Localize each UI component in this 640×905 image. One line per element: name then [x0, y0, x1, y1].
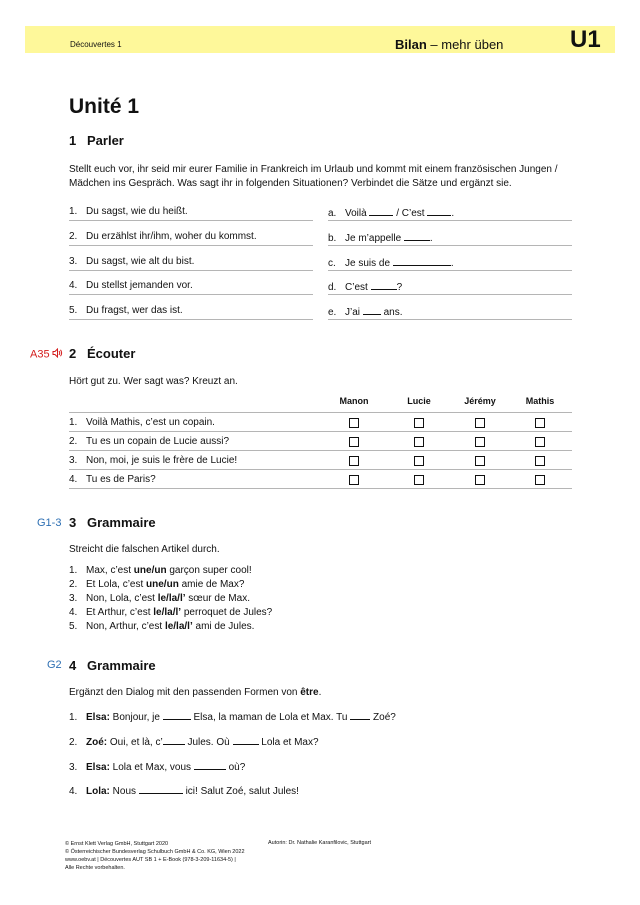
row-text: / C’est: [393, 208, 428, 219]
list-item: [69, 620, 272, 634]
row-letter: e.: [328, 307, 337, 318]
row-number: 3.: [69, 455, 78, 466]
section-3-heading: [69, 515, 156, 530]
item-number: 1.: [69, 565, 78, 576]
row-text: Du erzählst ihr/ihm, woher du kommst.: [86, 231, 257, 242]
footer-copyright: [65, 840, 245, 872]
column-header: Jérémy: [464, 396, 496, 406]
page-title: Unité 1: [69, 95, 140, 118]
speaker-name: Elsa:: [86, 762, 110, 773]
blank-line[interactable]: [404, 231, 430, 241]
speaker-icon[interactable]: [52, 348, 63, 361]
item-text: Non, Lola, c’est: [86, 593, 158, 604]
item-number: 5.: [69, 621, 78, 632]
checkbox-lucie[interactable]: [414, 418, 424, 428]
item-text: Non, Arthur, c’est: [86, 621, 165, 632]
row-number: 2.: [69, 436, 78, 447]
s1-right-row: [328, 256, 572, 271]
row-letter: c.: [328, 258, 336, 269]
checkbox-lucie[interactable]: [414, 456, 424, 466]
line-text: où?: [225, 762, 246, 773]
row-text: Tu es de Paris?: [86, 474, 156, 485]
header-title-bold: Bilan: [395, 37, 427, 52]
row-number: 2.: [69, 231, 78, 242]
grammar-reference: G1-3: [37, 517, 62, 529]
line-text: Lola et Max, vous: [109, 762, 194, 773]
line-text: Bonjour, je: [109, 712, 163, 723]
checkbox-jeremy[interactable]: [475, 418, 485, 428]
line-text: Lola et Max?: [258, 737, 319, 748]
row-text: Voilà: [345, 208, 370, 219]
section-3-title: Grammaire: [87, 515, 156, 530]
s1-right-row: [328, 305, 572, 320]
blank-line[interactable]: [369, 206, 393, 216]
line-text: ici! Salut Zoé, salut Jules!: [182, 786, 299, 797]
line-number: 1.: [69, 712, 78, 723]
item-text: garçon super cool!: [166, 565, 252, 576]
footer-author: Autorin: Dr. Nathalie Karanfilovic, Stuttgart: [268, 840, 372, 846]
s1-right-row: [328, 206, 572, 221]
item-text: Et Arthur, c’est: [86, 607, 154, 618]
audio-reference: [30, 348, 63, 361]
column-header: Lucie: [407, 396, 431, 406]
checkbox-mathis[interactable]: [535, 437, 545, 447]
footer-line: © Österreichischer Bundesverlag Schulbuch GmbH & Co. KG, Wien 2022: [65, 849, 245, 855]
blank-line[interactable]: [393, 256, 451, 266]
line-number: 2.: [69, 737, 78, 748]
dialog-line: [69, 784, 299, 797]
s1-right-row: [328, 280, 572, 295]
row-letter: a.: [328, 208, 337, 219]
dialog-line: [69, 710, 396, 723]
section-3-number: 3: [69, 515, 77, 530]
row-text: Du sagst, wie alt du bist.: [86, 256, 195, 267]
section-4-number: 4: [69, 658, 77, 673]
dialog-line: [69, 735, 319, 748]
section-1-instruction: Stellt euch vor, ihr seid mir eurer Familie in Frankreich im Urlaub und kommt mit einem französischen Jungen / Mädchen ins Gespräch. Was sagt ihr in folgenden Situationen? Verbindet die Sätze und ergänzt sie.: [69, 164, 558, 189]
checkbox-manon[interactable]: [349, 475, 359, 485]
item-text: sœur de Max.: [185, 593, 250, 604]
row-number: 3.: [69, 256, 78, 267]
checkbox-lucie[interactable]: [414, 475, 424, 485]
row-text: .: [451, 208, 455, 219]
section-3-instruction: Streicht die falschen Artikel durch.: [69, 544, 220, 555]
section-2-instruction: Hört gut zu. Wer sagt was? Kreuzt an.: [69, 376, 238, 387]
checkbox-mathis[interactable]: [535, 475, 545, 485]
row-number: 4.: [69, 474, 78, 485]
section-1-heading: [69, 133, 124, 148]
article-choice[interactable]: le/la/l’: [164, 621, 193, 632]
speaker-name: Zoé:: [86, 737, 108, 748]
s1-left-row: [69, 280, 313, 295]
row-letter: d.: [328, 282, 337, 293]
section-2-number: 2: [69, 346, 77, 361]
list-item: [69, 564, 272, 578]
row-label: [69, 417, 215, 428]
list-item: [69, 606, 272, 620]
instruction-text: .: [318, 687, 322, 698]
row-text: Tu es un copain de Lucie aussi?: [86, 436, 230, 447]
footer-line: www.oebv.at | Découvertes AUT SB 1 + E-Book (978-3-209-11634-5) |: [65, 857, 236, 863]
item-number: 4.: [69, 607, 78, 618]
row-number: 1.: [69, 417, 78, 428]
table-row: [69, 469, 572, 489]
section-1-title: Parler: [87, 133, 124, 148]
blank-line[interactable]: [139, 784, 183, 794]
line-text: Zoé?: [370, 712, 396, 723]
dialog-line: [69, 760, 245, 773]
list-item: [69, 592, 272, 606]
list-item: [69, 578, 272, 592]
article-choice[interactable]: une/un: [133, 565, 167, 576]
row-number: 1.: [69, 206, 78, 217]
blank-line[interactable]: [233, 735, 259, 745]
item-text: Max, c’est: [86, 565, 134, 576]
s1-left-row: [69, 256, 313, 271]
section-4-instruction: [69, 686, 589, 700]
instruction-keyword: être: [300, 687, 319, 698]
row-text: ?: [396, 282, 403, 293]
article-choice[interactable]: le/la/l’: [153, 607, 182, 618]
grammar-reference: G2: [47, 659, 62, 671]
blank-line[interactable]: [350, 710, 370, 720]
header-title: [395, 37, 503, 52]
line-text: Jules. Où: [184, 737, 233, 748]
item-text: ami de Jules.: [192, 621, 255, 632]
checkbox-jeremy[interactable]: [475, 437, 485, 447]
article-choice[interactable]: une/un: [146, 579, 179, 590]
row-number: 4.: [69, 280, 78, 291]
row-text: Je suis de: [345, 258, 393, 269]
item-number: 2.: [69, 579, 78, 590]
line-text: Oui, et là, c’: [107, 737, 163, 748]
table-row: [69, 431, 572, 450]
row-text: Du sagst, wie du heißt.: [86, 206, 188, 217]
row-text: Non, moi, je suis le frère de Lucie!: [86, 455, 238, 466]
s1-left-row: [69, 305, 313, 320]
row-text: .: [450, 258, 454, 269]
blank-line[interactable]: [194, 760, 226, 770]
blank-line[interactable]: [427, 206, 451, 216]
item-text: Et Lola, c’est: [86, 579, 147, 590]
blank-line[interactable]: [163, 710, 191, 720]
unit-badge: U1: [570, 26, 601, 53]
row-text: .: [429, 233, 433, 244]
section-2-heading: [69, 346, 135, 361]
item-text: perroquet de Jules?: [181, 607, 273, 618]
row-text: Du fragst, wer das ist.: [86, 305, 183, 316]
column-header: Mathis: [525, 396, 555, 406]
row-number: 5.: [69, 305, 78, 316]
checkbox-manon[interactable]: [349, 456, 359, 466]
item-text: amie de Max?: [178, 579, 245, 590]
row-label: [69, 436, 229, 447]
row-label: [69, 474, 156, 485]
line-text: Nous: [109, 786, 139, 797]
section-1-number: 1: [69, 133, 77, 148]
footer-line: © Ernst Klett Verlag GmbH, Stuttgart 2020: [65, 841, 169, 847]
row-text: Voilà Mathis, c’est un copain.: [86, 417, 215, 428]
blank-line[interactable]: [163, 735, 185, 745]
row-text: J’ai: [345, 307, 363, 318]
checkbox-mathis[interactable]: [535, 418, 545, 428]
s1-left-row: [69, 206, 313, 221]
s1-left-row: [69, 231, 313, 246]
article-choice[interactable]: le/la/l’: [157, 593, 186, 604]
checkbox-manon[interactable]: [349, 437, 359, 447]
line-number: 4.: [69, 786, 78, 797]
section-4-heading: [69, 658, 156, 673]
blank-line[interactable]: [371, 280, 397, 290]
s1-right-row: [328, 231, 572, 246]
blank-line[interactable]: [363, 305, 381, 315]
header-title-rest: – mehr üben: [426, 37, 504, 52]
speaker-name: Lola:: [86, 786, 110, 797]
table-row: [69, 450, 572, 469]
row-label: [69, 455, 237, 466]
row-text: Je m’appelle: [345, 233, 404, 244]
audio-track-label: A35: [30, 348, 50, 361]
footer-line: Alle Rechte vorbehalten.: [65, 865, 125, 871]
checkbox-manon[interactable]: [349, 418, 359, 428]
column-header: Manon: [339, 396, 369, 406]
row-letter: b.: [328, 233, 337, 244]
article-list: [69, 564, 272, 634]
table-row: [69, 412, 572, 431]
header-book-name: Découvertes 1: [70, 40, 122, 49]
checkbox-lucie[interactable]: [414, 437, 424, 447]
line-text: Elsa, la maman de Lola et Max. Tu: [190, 712, 351, 723]
checkbox-jeremy[interactable]: [475, 475, 485, 485]
line-number: 3.: [69, 762, 78, 773]
row-text: Du stellst jemanden vor.: [86, 280, 193, 291]
item-number: 3.: [69, 593, 78, 604]
row-text: ans.: [380, 307, 403, 318]
checkbox-jeremy[interactable]: [475, 456, 485, 466]
section-4-title: Grammaire: [87, 658, 156, 673]
section-2-title: Écouter: [87, 346, 136, 361]
instruction-text: Ergänzt den Dialog mit den passenden Formen von: [69, 687, 301, 698]
row-text: C’est: [345, 282, 371, 293]
checkbox-mathis[interactable]: [535, 456, 545, 466]
speaker-name: Elsa:: [86, 712, 110, 723]
